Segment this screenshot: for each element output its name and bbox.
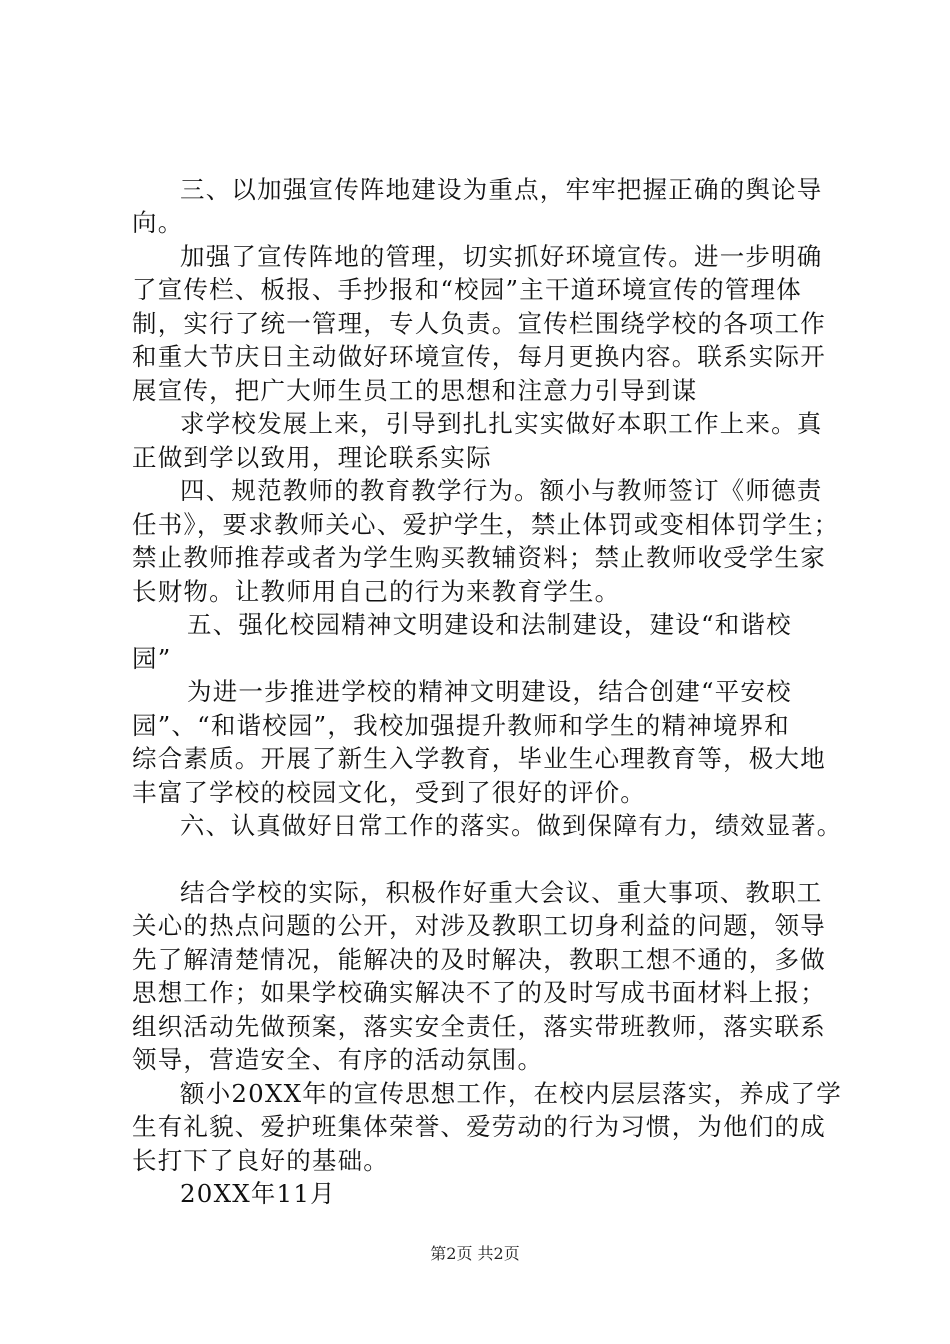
text-line: 禁止教师推荐或者为学生购买教辅资料；禁止教师收受学生家 [132, 543, 826, 572]
text-line: 先了解清楚情况，能解决的及时解决，教职工想不通的，多做 [132, 945, 826, 974]
text-line: 结合学校的实际，积极作好重大会议、重大事项、教职工 [180, 878, 823, 907]
text-line: 丰富了学校的校园文化，受到了很好的评价。 [132, 778, 646, 807]
text-line: 组织活动先做预案，落实安全责任，落实带班教师，落实联系 [132, 1012, 826, 1041]
text-line: 20XX年11月 [180, 1179, 336, 1208]
text-line: 展宣传，把广大师生员工的思想和注意力引导到谋 [132, 376, 698, 405]
text-line: 长财物。让教师用自己的行为来教育学生。 [132, 577, 621, 606]
text-line: 综合素质。开展了新生入学教育，毕业生心理教育等，极大地 [132, 744, 826, 773]
text-line: 正做到学以致用，理论联系实际 [132, 443, 492, 472]
text-line: 和重大节庆日主动做好环境宣传，每月更换内容。联系实际开 [132, 342, 826, 371]
text-line: 了宣传栏、板报、手抄报和“校园”主干道环境宣传的管理体 [132, 275, 802, 304]
text-line: 六、认真做好日常工作的落实。做到保障有力，绩效显著。 [180, 811, 843, 840]
text-line: 长打下了良好的基础。 [132, 1146, 389, 1175]
text-line: 园” [132, 644, 172, 673]
text-line: 求学校发展上来，引导到扎扎实实做好本职工作上来。真 [180, 409, 823, 438]
text-line: 领导，营造安全、有序的活动氛围。 [132, 1045, 544, 1074]
text-line: 生有礼貌、爱护班集体荣誉、爱劳动的行为习惯，为他们的成 [132, 1112, 826, 1141]
text-line: 任书》，要求教师关心、爱护学生，禁止体罚或变相体罚学生； [132, 510, 840, 539]
text-line: 关心的热点问题的公开，对涉及教职工切身利益的问题，领导 [132, 911, 826, 940]
text-line: 三、以加强宣传阵地建设为重点，牢牢把握正确的舆论导 [180, 175, 823, 204]
text-line: 加强了宣传阵地的管理，切实抓好环境宣传。进一步明确 [180, 242, 823, 271]
text-line: 思想工作；如果学校确实解决不了的及时写成书面材料上报； [132, 978, 826, 1007]
text-line: 额小20XX年的宣传思想工作，在校内层层落实，养成了学 [180, 1079, 842, 1108]
page-footer: 第2页 共2页 [430, 1244, 520, 1263]
text-line: 为进一步推进学校的精神文明建设，结合创建“平安校 [187, 677, 792, 706]
text-line: 四、规范教师的教育教学行为。额小与教师签订《师德责 [180, 476, 823, 505]
text-line: 向。 [132, 208, 184, 237]
text-line: 制，实行了统一管理，专人负责。宣传栏围绕学校的各项工作 [132, 309, 826, 338]
text-line: 园”、“和谐校园”，我校加强提升教师和学生的精神境界和 [132, 711, 790, 740]
text-line: 五、强化校园精神文明建设和法制建设，建设“和谐校 [187, 610, 792, 639]
